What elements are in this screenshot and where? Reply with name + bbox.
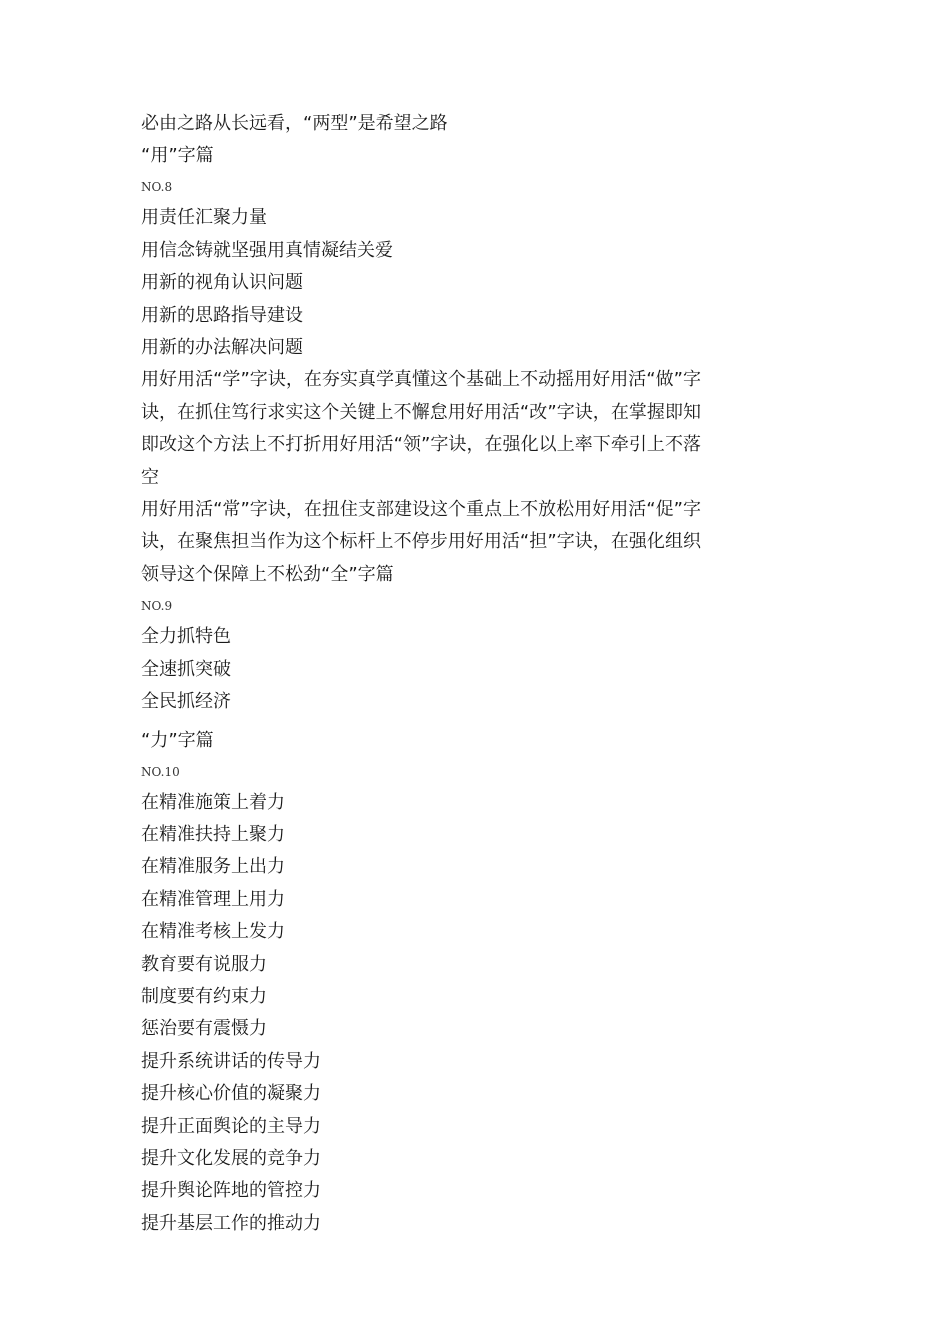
text-line: 用新的视角认识问题 <box>141 272 303 294</box>
text-line: 提升系统讲话的传导力 <box>141 1050 321 1072</box>
text-line: 在精准施策上着力 <box>141 791 285 813</box>
text-line: 惩治要有震慑力 <box>141 1018 267 1040</box>
text-line: 在精准服务上出力 <box>141 856 285 878</box>
text-line: 必由之路从长远看，“两型”是希望之路 <box>141 113 448 134</box>
section-heading-li: “力”字篇 <box>141 729 214 751</box>
text-line: 在精准扶持上聚力 <box>141 823 285 845</box>
text-line: 全民抓经济 <box>141 691 231 713</box>
text-line: 提升基层工作的推动力 <box>141 1212 321 1234</box>
section-heading-yong: “用”字篇 <box>141 145 214 167</box>
text-line: 提升正面舆论的主导力 <box>141 1115 321 1137</box>
paragraph: 用好用活“学”字诀，在夯实真学真懂这个基础上不动摇用好用活“做”字诀，在抓住笃行求实这个关键上不懈怠用好用活“改”字诀，在掌握即知即改这个方法上不打折用好用活“领”字诀，在强化以上率下牵引上不落空 <box>141 369 701 488</box>
text-line: 全力抓特色 <box>141 626 231 648</box>
text-line: 提升舆论阵地的管控力 <box>141 1180 321 1202</box>
text-line: 教育要有说服力 <box>141 953 267 975</box>
section-number: NO.10 <box>141 764 180 779</box>
document-body <box>141 108 701 1240</box>
text-line: 提升核心价值的凝聚力 <box>141 1083 321 1105</box>
text-line: 全速抓突破 <box>141 658 231 680</box>
text-line: 在精准考核上发力 <box>141 921 285 943</box>
text-line: 用新的办法解决问题 <box>141 337 303 359</box>
text-line: 制度要有约束力 <box>141 985 267 1007</box>
text-line: 用新的思路指导建设 <box>141 304 303 326</box>
text-line: 在精准管理上用力 <box>141 888 285 910</box>
section-number: NO.8 <box>141 180 173 195</box>
text-line: 用责任汇聚力量 <box>141 207 267 229</box>
section-number: NO.9 <box>141 599 173 614</box>
paragraph: 用好用活“常”字诀，在扭住支部建设这个重点上不放松用好用活“促”字诀，在聚焦担当作为这个标杆上不停步用好用活“担”字诀，在强化组织领导这个保障上不松劲“全”字篇 <box>141 499 701 585</box>
text-line: 提升文化发展的竞争力 <box>141 1147 321 1169</box>
text-line: 用信念铸就坚强用真情凝结关爱 <box>141 239 393 261</box>
